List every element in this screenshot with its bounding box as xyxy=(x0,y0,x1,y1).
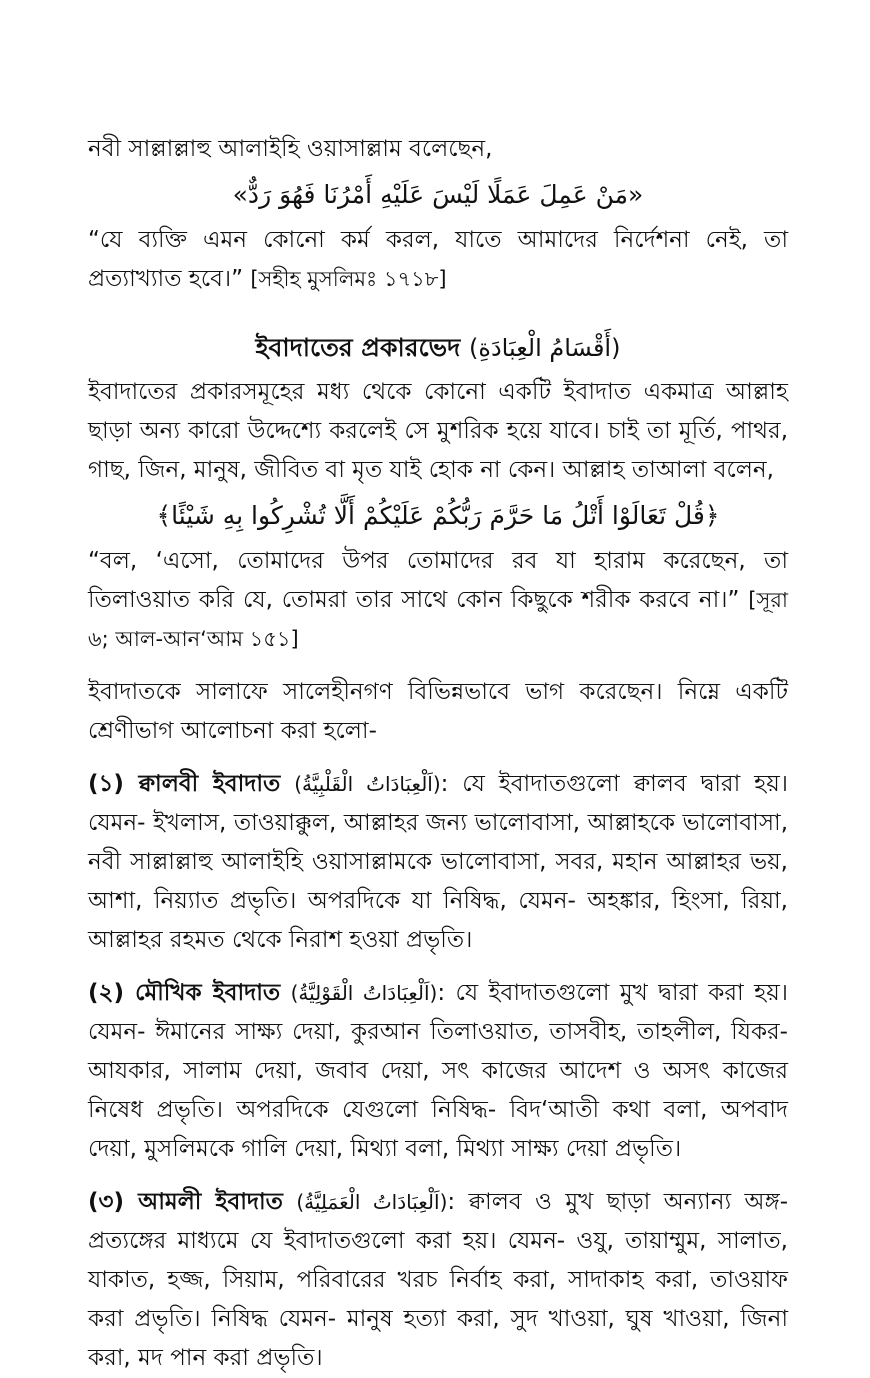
quran-translation xyxy=(88,542,788,659)
item-2-label: (২) মৌখিক ইবাদাত xyxy=(88,980,281,1006)
list-item xyxy=(88,765,788,960)
paragraph-1: ইবাদাতের প্রকারসমূহের মধ্য থেকে কোনো একটি ইবাদাত একমাত্র আল্লাহ ছাড়া অন্য কারো উদ্দেশ্যে করলেই সে মুশরিক হয়ে যাবে। চাই তা মূর্তি, পাথর, গাছ, জিন, মানুষ, জীবিত বা মৃত যাই হোক না কেন। আল্লাহ তাআলা বলেন, xyxy=(88,379,788,483)
intro-line: নবী সাল্লাল্লাহু আলাইহি ওয়াসাল্লাম বলেছেন, xyxy=(88,136,493,162)
section-heading xyxy=(88,327,788,369)
item-1-text: : যে ইবাদাতগুলো ক্বালব দ্বারা হয়। যেমন- ইখলাস, তাওয়াক্কুল, আল্লাহর জন্য ভালোবাসা, আল্লাহকে ভালোবাসা, নবী সাল্লাল্লাহু আলাইহি ওয়াসাল্লামকে ভালোবাসা, সবর, মহান আল্লাহর ভয়, আশা, নিয়্যাত প্রভৃতি। অপরদিকে যা নিষিদ্ধ, যেমন- অহঙ্কার, হিংসা, রিয়া, আল্লাহর রহমত থেকে নিরাশ হওয়া প্রভৃতি। xyxy=(88,771,788,953)
item-3-label: (৩) আমলী ইবাদাত xyxy=(88,1189,283,1215)
hadith-citation: [সহীহ মুসলিমঃ ১৭১৮] xyxy=(250,267,447,291)
hadith-arabic: «مَنْ عَمِلَ عَمَلًا لَيْسَ عَلَيْهِ أَمْرُنَا فَهُوَ رَدٌّ» xyxy=(232,180,644,209)
item-3-text: : ক্বালব ও মুখ ছাড়া অন্যান্য অঙ্গ-প্রত্যঙ্গের মাধ্যমে যে ইবাদাতগুলো করা হয়। যেমন- ওযু, তায়াম্মুম, সালাত, যাকাত, হজ্জ, সিয়াম, পরিবারের খরচ নির্বাহ করা, সাদাকাহ করা, তাওয়াফ করা প্রভৃতি। নিষিদ্ধ যেমন- মানুষ হত্যা করা, সুদ খাওয়া, ঘুষ খাওয়া, জিনা করা, মদ পান করা প্রভৃতি। xyxy=(88,1189,788,1371)
item-2-arabic: (اَلْعِبَادَاتُ الْقَوْلِيَّةُ) xyxy=(290,981,438,1005)
list-item xyxy=(88,974,788,1169)
paragraph-2: ইবাদাতকে সালাফে সালেহীনগণ বিভিন্নভাবে ভাগ করেছেন। নিম্নে একটি শ্রেণীভাগ আলোচনা করা হলো- xyxy=(88,679,788,744)
list-item xyxy=(88,1183,788,1378)
section-heading-text: ইবাদাতের প্রকারভেদ xyxy=(255,333,461,362)
hadith-translation-text: “যে ব্যক্তি এমন কোনো কর্ম করল, যাতে আমাদের নির্দেশনা নেই, তা প্রত্যাখ্যাত হবে।” xyxy=(88,227,788,292)
item-2-text: : যে ইবাদাতগুলো মুখ দ্বারা করা হয়। যেমন- ঈমানের সাক্ষ্য দেয়া, কুরআন তিলাওয়াত, তাসবীহ, তাহলীল, যিকর-আযকার, সালাম দেয়া, জবাব দেয়া, সৎ কাজের আদেশ ও অসৎ কাজের নিষেধ প্রভৃতি। অপরদিকে যেগুলো নিষিদ্ধ- বিদ‘আতী কথা বলা, অপবাদ দেয়া, মুসলিমকে গালি দেয়া, মিথ্যা বলা, মিথ্যা সাক্ষ্য দেয়া প্রভৃতি। xyxy=(88,980,788,1162)
quran-translation-text: “বল, ‘এসো, তোমাদের উপর তোমাদের রব যা হারাম করেছেন, তা তিলাওয়াত করি যে, তোমরা তার সাথে কোন কিছুকে শরীক করবে না।” xyxy=(88,548,788,613)
hadith-translation xyxy=(88,221,788,299)
section-heading-arabic: (أَقْسَامُ الْعِبَادَةِ) xyxy=(469,334,621,362)
quran-arabic: ﴿قُلْ تَعَالَوْا أَتْلُ مَا حَرَّمَ رَبُّكُمْ عَلَيْكُمْ أَلَّا تُشْرِكُوا بِهِ شَيْئًا﴾ xyxy=(156,501,720,530)
item-1-arabic: (اَلْعِبَادَاتُ الْقَلْبِيَّةُ) xyxy=(294,772,441,796)
item-1-label: (১) ক্বালবী ইবাদাত xyxy=(88,771,281,797)
quran-citation: [সূরা ৬; আল-আন‘আম ১৫১] xyxy=(88,588,788,651)
item-3-arabic: (اَلْعِبَادَاتُ الْعَمَلِيَّةُ) xyxy=(296,1190,448,1214)
